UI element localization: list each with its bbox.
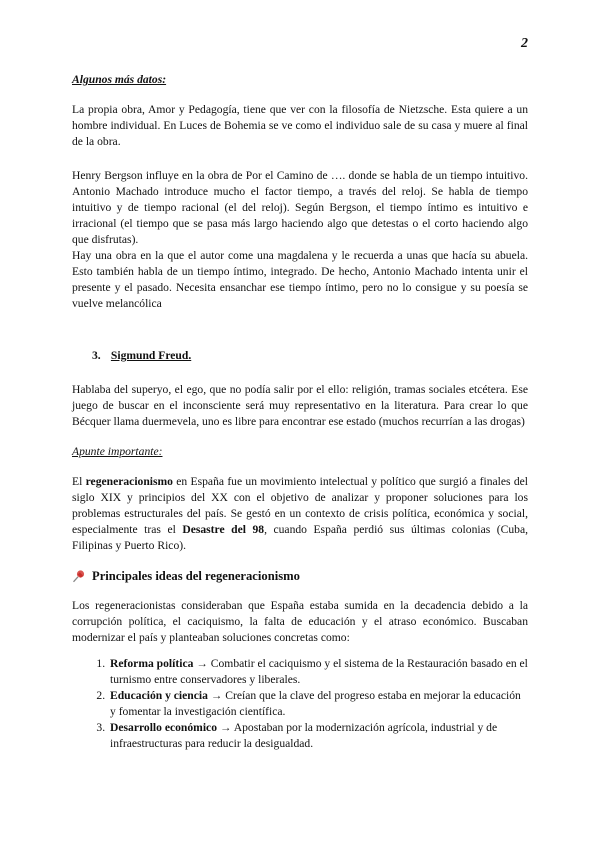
algunos-paragraph-1: La propia obra, Amor y Pedagogía, tiene que ver con la filosofía de Nietzsche. Esta quiere a un hombre individual. En Luces de Bohemia se ve como el individuo sale de su casa y muere al final de la obra. xyxy=(72,103,528,148)
algunos-paragraph-3: Hay una obra en la que el autor come una magdalena y le recuerda a unas que hacía su abuela. Esto también habla de un tiempo íntimo, integrado. De hecho, Antonio Machado intenta unir el presente y el pasado. Necesita ensanchar ese tiempo íntimo, pero no lo consigue y su poesía se vuelve melancólica xyxy=(72,249,528,310)
apunte-label: Apunte importante: xyxy=(72,445,163,458)
ideas-intro: Los regeneracionistas consideraban que España estaba sumida en la decadencia debido a la corrupción política, el caciquismo, la falta de educación y el atraso económico. Buscaban modernizar el país y planteaban soluciones concretas como: xyxy=(72,599,528,644)
keyword-regeneracionismo: regeneracionismo xyxy=(85,475,173,488)
ideas-list xyxy=(72,656,528,752)
keyword-desastre-98: Desastre del 98 xyxy=(182,523,265,536)
freud-heading xyxy=(92,348,528,364)
freud-number: 3. xyxy=(92,349,101,362)
page-number: 2 xyxy=(521,36,528,51)
ideas-heading xyxy=(72,568,528,584)
apunte-paragraph: El regeneracionismo en España fue un movimiento intelectual y político que surgió a finales del siglo XIX y principios del XX con el objetivo de analizar y proponer soluciones para los problemas estructurales del país. Se gestó en un contexto de crisis política, económica y social, especialmente tras el Desastre del 98, cuando España perdió sus últimas colonias (Cuba, Filipinas y Puerto Rico). xyxy=(72,475,528,552)
freud-paragraph: Hablaba del superyo, el ego, que no podía salir por el ello: religión, tramas sociales etcétera. Ese juego de buscar en el inconsciente será muy representativo en la literatura. Para crear lo que Bécquer llama duermevela, uno es libre para encontrar ese estado (muchos recurrían a las drogas) xyxy=(72,383,528,428)
algunos-paragraph-2: Henry Bergson influye en la obra de Por el Camino de …. donde se habla de un tiempo intuitivo. Antonio Machado introduce mucho el factor tiempo, a través del reloj. Se habla de tiempo intuitivo y de tiempo racional (el del reloj). Según Bergson, el tiempo íntimo es intuitivo e irracional (el tiempo que se pasa más largo haciendo algo que detestas o el corto haciendo algo que disfrutas). xyxy=(72,169,528,246)
algunos-heading: Algunos más datos: xyxy=(72,73,167,86)
freud-title: Sigmund Freud. xyxy=(110,349,192,362)
document-body xyxy=(72,72,528,752)
list-item: 1. Reforma política → Combatir el caciquismo y el sistema de la Restauración basado en el turnismo entre conservadores y liberales. xyxy=(108,656,528,688)
list-item: 3. Desarrollo económico → Apostaban por la modernización agrícola, industrial y de infraestructuras para reducir la desigualdad. xyxy=(108,720,528,752)
pushpin-icon xyxy=(72,569,86,583)
ideas-heading-text: Principales ideas del regeneracionismo xyxy=(92,569,300,583)
list-item: 2. Educación y ciencia → Creían que la clave del progreso estaba en mejorar la educación y fomentar la investigación científica. xyxy=(108,688,528,720)
